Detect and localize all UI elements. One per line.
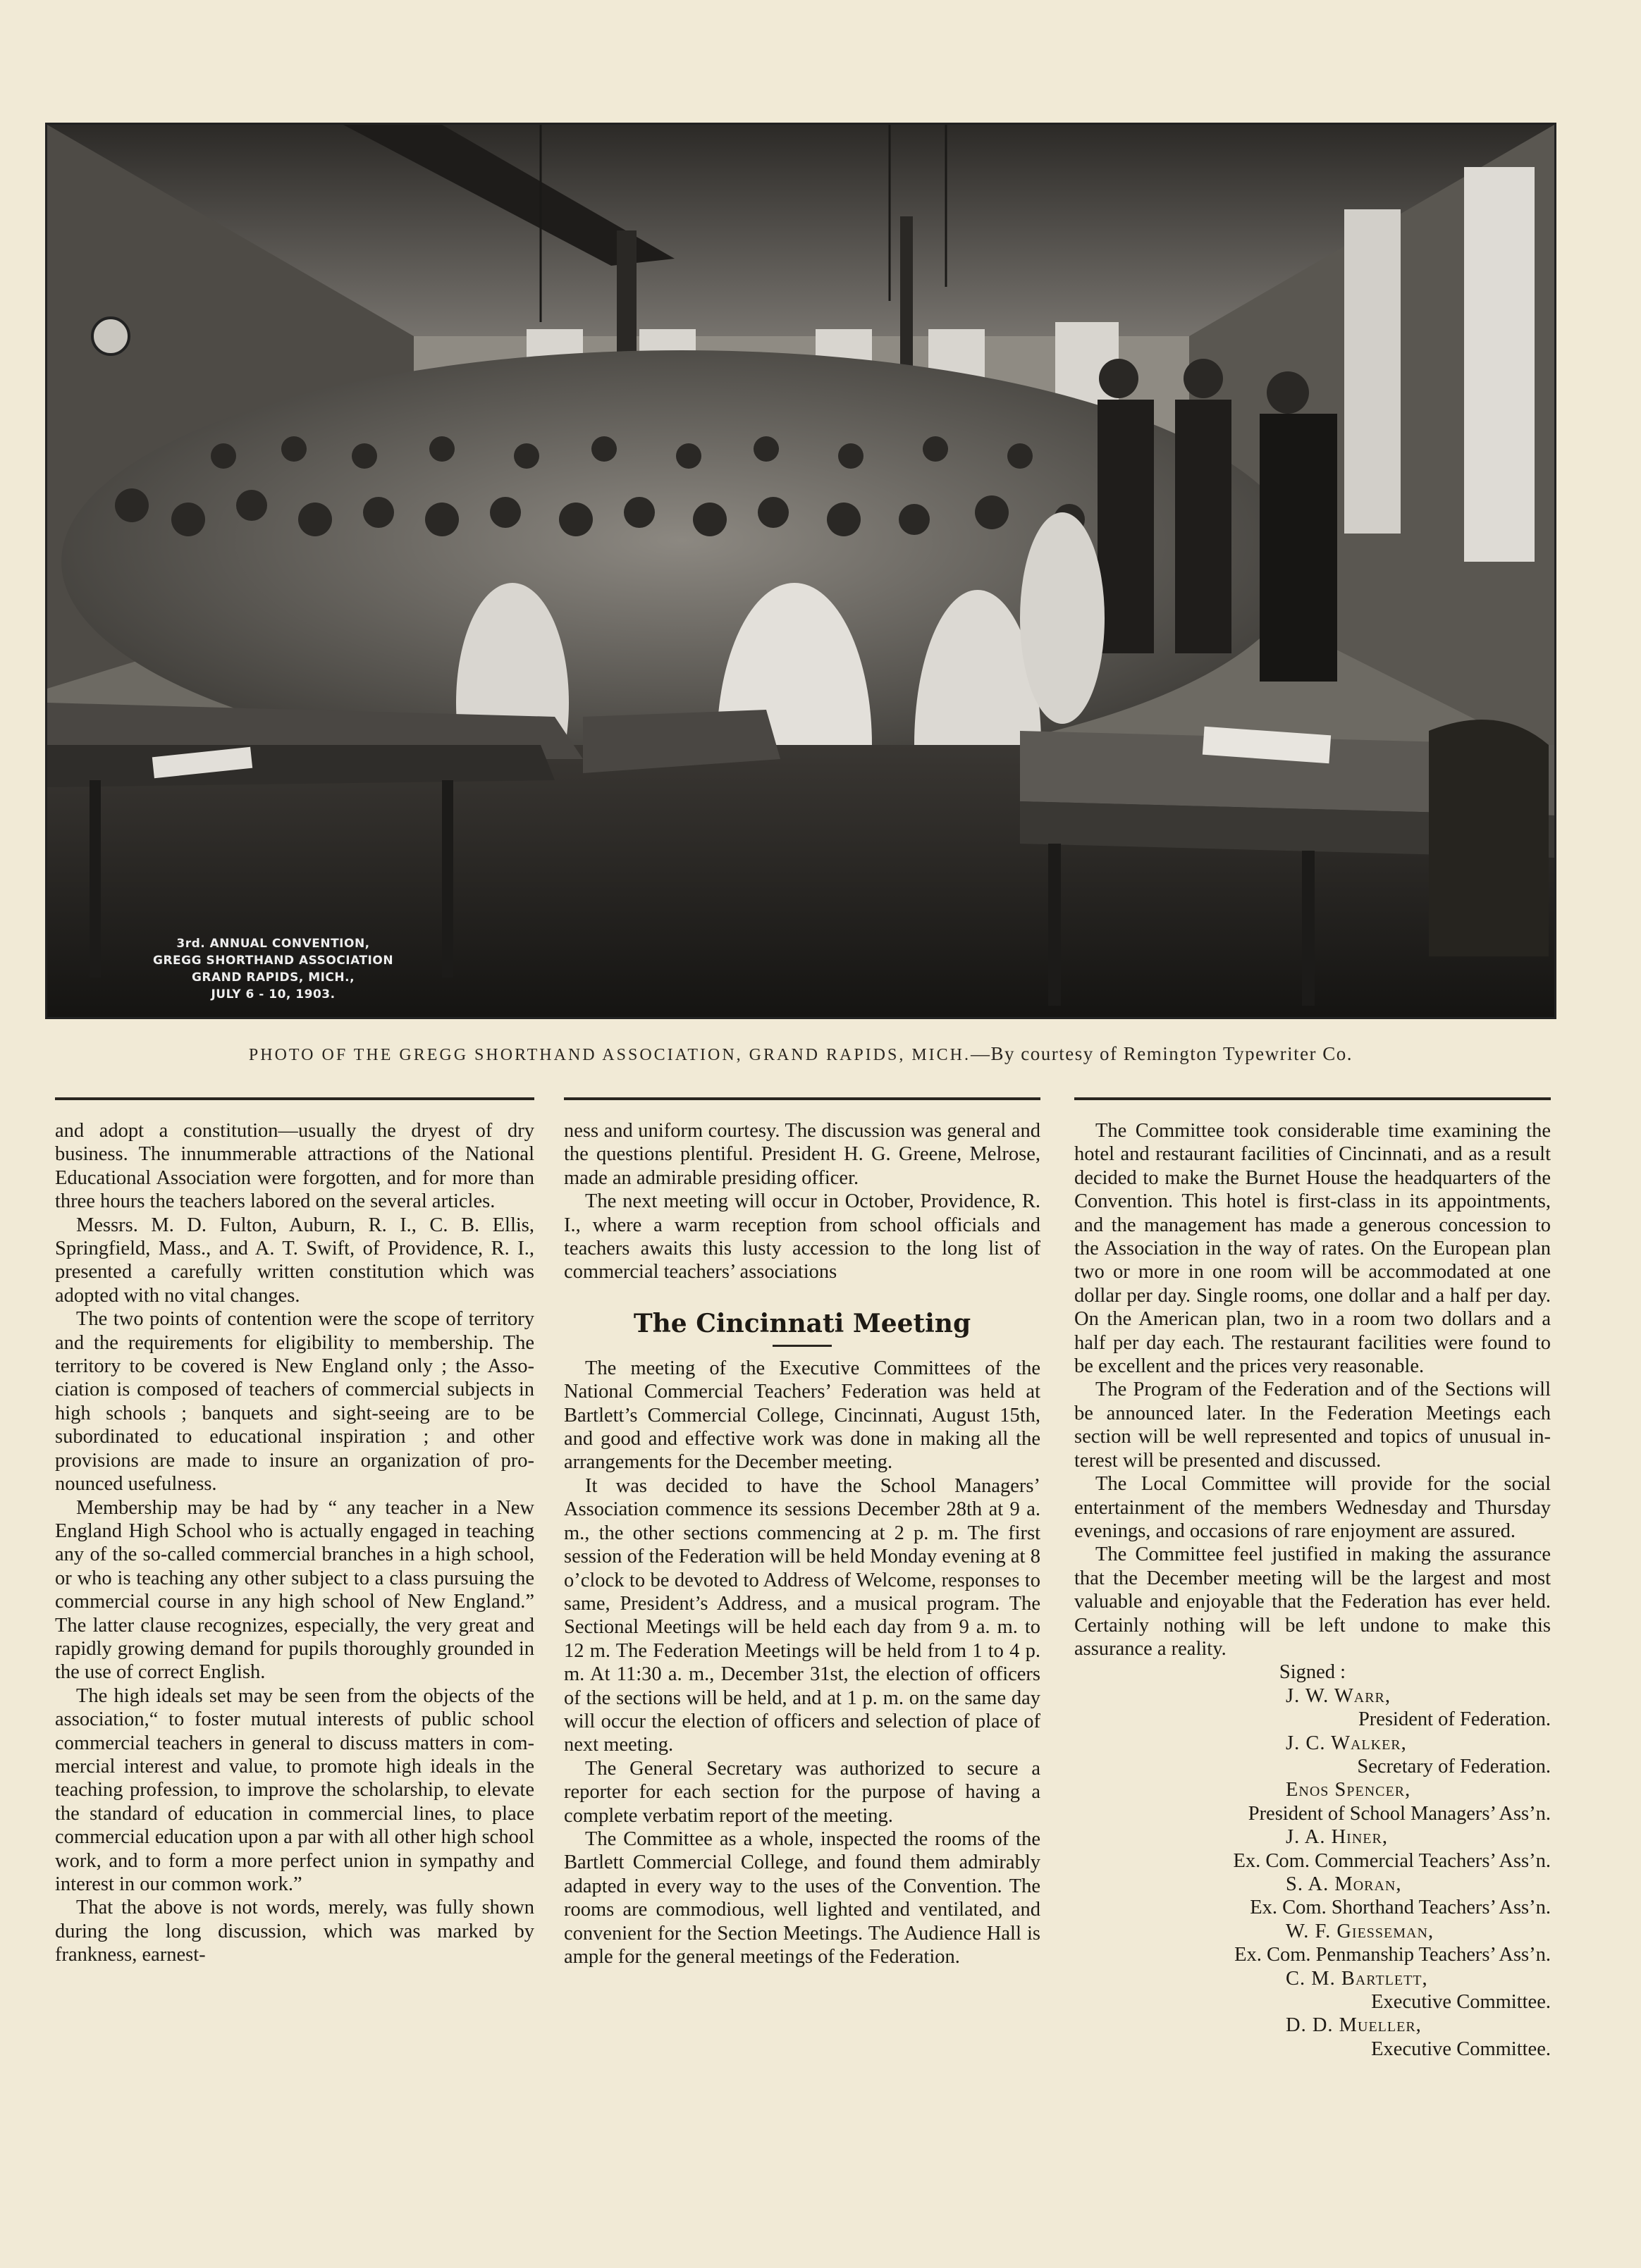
convention-photo-illustration	[47, 125, 1554, 1017]
signatory-title: President of Federation.	[1358, 1708, 1551, 1731]
column-divider-rule	[1074, 1097, 1551, 1100]
signatory-title: President of School Managers’ Ass’n.	[1248, 1802, 1551, 1825]
article-column-1	[55, 1119, 534, 1967]
signatory-name: D. D. Mueller,	[1286, 2014, 1422, 2037]
signatory-title: Executive Committee.	[1371, 1991, 1551, 2014]
photo-inset-line: JULY 6 - 10, 1903.	[211, 987, 336, 1002]
signatory-title: Ex. Com. Penmanship Teachers’ Ass’n.	[1234, 1944, 1551, 1966]
paragraph: The meeting of the Executive Committees of the National Commercial Teachers’ Federation was held at Bartlett’s Commercial College, Cincinnati, August 15th, and good and effective work was done in making all the arrangements for the December meeting.	[564, 1357, 1040, 1474]
photo-inset-line: GREGG SHORTHAND ASSOCIATION	[153, 954, 394, 968]
paragraph: The high ideals set may be seen from the objects of the association,“ to foster mutual interests of public school commercial teachers in general to discuss matters in commercial interest and value, to promote high ideals in the teaching profession, to improve the scholarship, to elevate the standard of education in commercial lines, to place commercial education upon a par with all other high school work, and to form a more perfect union in sympathy and interest in our common work.”	[55, 1684, 534, 1895]
signatory-title: Secretary of Federation.	[1357, 1755, 1551, 1777]
signatory-name: W. F. Giesseman,	[1286, 1920, 1434, 1942]
paragraph: The two points of contention were the scope of territory and the requirements for eligibility to membership. The territory to be covered is New England only ; the Association is composed of teachers of commercial subjects in high schools ; banquets and sight-seeing are to be subordinated to educational inspiration ; and other provisions are made to insure an organization of pronounced usefulness.	[55, 1308, 534, 1496]
heading-rule	[773, 1345, 832, 1347]
paragraph: ness and uniform courtesy. The discussion was general and the questions plentiful. President H. G. Greene, Melrose, made an admirable presiding officer.	[564, 1120, 1040, 1189]
column-divider-rule	[564, 1097, 1040, 1100]
paragraph: The Committee took considerable time examining the hotel and restaurant facilities of Cincinnati, and as a result decided to make the Burnet House the headquarters of the Convention. This hotel is first-class in its appointments, and the management has made a generous concession to the Association in the way of rates. On the European plan two or more in one room will be accommodated at one dollar per day. Single rooms, one dollar and a half per day. On the American plan, two in a room two dollars and a half per day each. The restaurant facilities were found to be excellent and the prices very reasonable.	[1074, 1120, 1551, 1378]
signatory-name: C. M. Bartlett,	[1286, 1967, 1428, 1990]
signatory-name: J. W. Warr,	[1286, 1684, 1391, 1707]
photo-caption	[45, 1043, 1556, 1065]
column-divider-rule	[55, 1097, 534, 1100]
signatory-name: J. C. Walker,	[1286, 1732, 1407, 1754]
paragraph: Membership may be had by “ any teacher in a New England High School who is actually engaged in teaching any of the so-called commercial branches in a high school, or who is teaching any other subject to a class pursuing the commercial course in any high school of New England.” The latter clause recognizes, especially, the very great and rapidly growing demand for pupils thoroughly grounded in the use of correct English.	[55, 1496, 534, 1684]
signatory-title: Executive Committee.	[1371, 2038, 1551, 2060]
paragraph: The Program of the Federation and of the Sections will be announced later. In the Federation Meetings each section will be well represented and topics of unusual interest will be presented and discussed.	[1074, 1379, 1551, 1472]
signatory-title: Ex. Com. Shorthand Teachers’ Ass’n.	[1250, 1897, 1551, 1919]
paragraph: The Committee feel justified in making the assurance that the December meeting will be the largest and most valuable and enjoyable that the Federation has ever held. Certainly nothing will be left undone to make this assurance a reality.	[1074, 1543, 1551, 1660]
paragraph: The General Secretary was authorized to secure a reporter for each section for the purpose of having a complete verbatim report of the meeting.	[564, 1757, 1040, 1827]
signatory-title: Ex. Com. Commercial Teachers’ Ass’n.	[1233, 1849, 1551, 1872]
signatory-name: S. A. Moran,	[1286, 1873, 1402, 1895]
photo-inset-label	[153, 935, 393, 1003]
signed-label: Signed :	[1279, 1661, 1346, 1684]
photo-inset-line: 3rd. ANNUAL CONVENTION,	[176, 937, 370, 951]
paragraph: The next meeting will occur in October, Providence, R. I., where a warm reception from school officials and teachers awaits this lusty accession to the long list of commercial teachers’ associations	[564, 1190, 1040, 1283]
photo-inset-line: GRAND RAPIDS, MICH.,	[191, 970, 355, 985]
paragraph: That the above is not words, merely, was fully shown during the long discussion, which was marked by frankness, earnest-	[55, 1897, 534, 1966]
photo-caption-credit: —By courtesy of Remington Typewriter Co.	[971, 1043, 1353, 1064]
article-column-3	[1074, 1119, 1551, 2061]
paragraph: and adopt a constitution—usually the dryest of dry business. The innummerable attractions of the National Educational Association were forgotten, and for more than three hours the teachers labored on the several articles.	[55, 1120, 534, 1213]
paragraph: Messrs. M. D. Fulton, Auburn, R. I., C. B. Ellis, Springfield, Mass., and A. T. Swift, of Providence, R. I., presented a carefully written constitution which was adopted with no vital changes.	[55, 1214, 534, 1307]
paragraph: It was decided to have the School Managers’ Association commence its sessions December 28th at 9 a. m., the other sections commencing at 2 p. m. The first session of the Federation will be held Monday evening at 8 o’clock to be devoted to Address of Welcome, responses to same, President’s Address, and a musical program. The Sectional Meetings will be held each day from 9 a. m. to 12 m. The Federation Meetings will be held from 1 to 4 p. m. At 11:30 a. m., December 31st, the election of officers of the sections will be held, and at 1 p. m. on the same day will occur the election of officers and selection of place of next meeting.	[564, 1474, 1040, 1756]
signatory-name: Enos Spencer,	[1286, 1779, 1411, 1801]
section-heading: The Cincinnati Meeting	[633, 1308, 971, 1338]
signatory-name: J. A. Hiner,	[1286, 1826, 1388, 1849]
convention-photo	[45, 123, 1556, 1019]
paragraph: The Committee as a whole, inspected the rooms of the Bartlett Commercial College, and found them admirably adapted in every way to the uses of the Convention. The rooms are commodious, well lighted and ventilated, and convenient for the Section Meetings. The Audience Hall is ample for the general meetings of the Federation.	[564, 1828, 1040, 1968]
article-column-2	[564, 1119, 1040, 1968]
paragraph: The Local Committee will provide for the social entertainment of the members Wednesday and Thursday evenings, and occasions of rare enjoyment are assured.	[1074, 1473, 1551, 1542]
photo-caption-main: PHOTO OF THE GREGG SHORTHAND ASSOCIATION, GRAND RAPIDS, MICH.	[248, 1046, 971, 1064]
